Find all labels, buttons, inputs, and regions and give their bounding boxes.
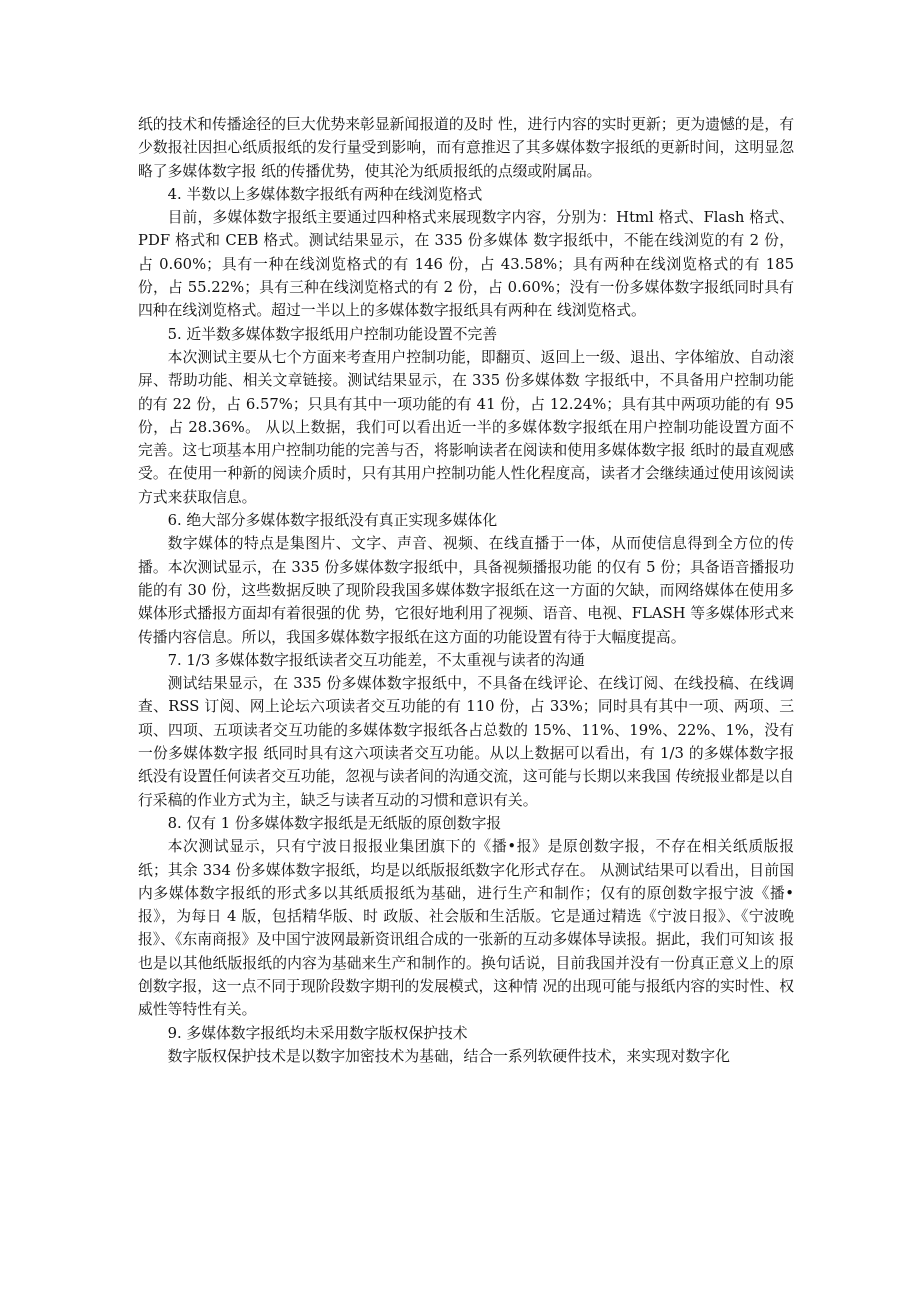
section-heading-4: 4. 半数以上多媒体数字报纸有两种在线浏览格式 (167, 185, 483, 203)
section-body-7: 测试结果显示，在 335 份多媒体数字报纸中，不具备在线评论、在线订阅、在线投稿、在线调查、RSS 订阅、网上论坛六项读者交互功能的有 110 份，占 33%；同时具有其中一项、两项、三项、四项、五项读者交互功能的多媒体数字报纸各占总数的 15%、11%、19%、22%、1%，没有一份多媒体数字报 纸同时具有这六项读者交互功能。从以上数据可以看出，有 1/3 的多媒体数字报纸没有设置任何读者交互功能，忽视与读者间的沟通交流，这可能与长期以来我国 传统报业都是以自行采稿的作业方式为主，缺乏与读者互动的习惯和意识有关。 (138, 675, 794, 809)
section-heading-5: 5. 近半数多媒体数字报纸用户控制功能设置不完善 (167, 325, 498, 343)
section-body-9: 数字版权保护技术是以数字加密技术为基础，结合一系列软硬件技术，来实现对数字化 (167, 1047, 730, 1065)
section-body-8: 本次测试显示，只有宁波日报报业集团旗下的《播•报》是原创数字报，不存在相关纸质版报纸；其余 334 份多媒体数字报纸，均是以纸版报纸数字化形式存在。 从测试结果可以看出，目前国内多媒体数字报纸的形式多以其纸质报纸为基础，进行生产和制作；仅有的原创数字报宁波《播•报》，为每日 4 版，包括精华版、时 政版、社会版和生活版。它是通过精选《宁波日报》、《宁波晚报》、《东南商报》及中国宁波网最新资讯组合成的一张新的互动多媒体导读报。据此，我们可知该 报也是以其他纸版报纸的内容为基础来生产和制作的。换句话说，目前我国并没有一份真正意义上的原创数字报，这一点不同于现阶段数字期刊的发展模式，这种情 况的出现可能与报纸内容的实时性、权威性等特性有关。 (138, 838, 794, 1019)
section-heading-7: 7. 1/3 多媒体数字报纸读者交互功能差，不太重视与读者的沟通 (167, 651, 585, 669)
section-body-4: 目前，多媒体数字报纸主要通过四种格式来展现数字内容，分别为：Html 格式、Flash 格式、PDF 格式和 CEB 格式。测试结果显示，在 335 份多媒体 数字报纸中，不能在线浏览的有 2 份，占 0.60%；具有一种在线浏览格式的有 146 份，占 43.58%；具有两种在线浏览格式的有 185 份，占 55.22%；具有三种在线浏览格式的有 2 份，占 0.60%；没有一份多媒体数字报纸同时具有四种在线浏览格式。超过一半以上的多媒体数字报纸具有两种在 线浏览格式。 (138, 209, 794, 320)
section-body-5: 本次测试主要从七个方面来考查用户控制功能，即翻页、返回上一级、退出、字体缩放、自动滚屏、帮助功能、相关文章链接。测试结果显示，在 335 份多媒体数 字报纸中，不具备用户控制功能的有 22 份，占 6.57%；只具有其中一项功能的有 41 份，占 12.24%；具有其中两项功能的有 95 份，占 28.36%。 从以上数据，我们可以看出近一半的多媒体数字报纸在用户控制功能设置方面不完善。这七项基本用户控制功能的完善与否，将影响读者在阅读和使用多媒体数字报 纸时的最直观感受。在使用一种新的阅读介质时，只有其用户控制功能人性化程度高，读者才会继续通过使用该阅读方式来获取信息。 (138, 348, 794, 506)
document-page (138, 113, 794, 1068)
section-heading-6: 6. 绝大部分多媒体数字报纸没有真正实现多媒体化 (167, 512, 498, 530)
section-heading-9: 9. 多媒体数字报纸均未采用数字版权保护技术 (167, 1024, 468, 1042)
section-heading-8: 8. 仅有 1 份多媒体数字报纸是无纸版的原创数字报 (167, 814, 502, 832)
intro-paragraph: 纸的技术和传播途径的巨大优势来彰显新闻报道的及时 性，进行内容的实时更新；更为遗憾的是，有少数报社因担心纸质报纸的发行量受到影响，而有意推迟了其多媒体数字报纸的更新时间，这明显忽略了多媒体数字报 纸的传播优势，使其沦为纸质报纸的点缀或附属品。 (138, 116, 794, 180)
section-body-6: 数字媒体的特点是集图片、文字、声音、视频、在线直播于一体，从而使信息得到全方位的传播。本次测试显示，在 335 份多媒体数字报纸中，具备视频播报功能 的仅有 5 份；具备语音播报功能的有 30 份，这些数据反映了现阶段我国多媒体数字报纸在这一方面的欠缺，而网络媒体在使用多媒体形式播报方面却有着很强的优 势，它很好地利用了视频、语音、电视、FLASH 等多媒体形式来传播内容信息。所以，我国多媒体数字报纸在这方面的功能设置有待于大幅度提高。 (138, 535, 794, 646)
